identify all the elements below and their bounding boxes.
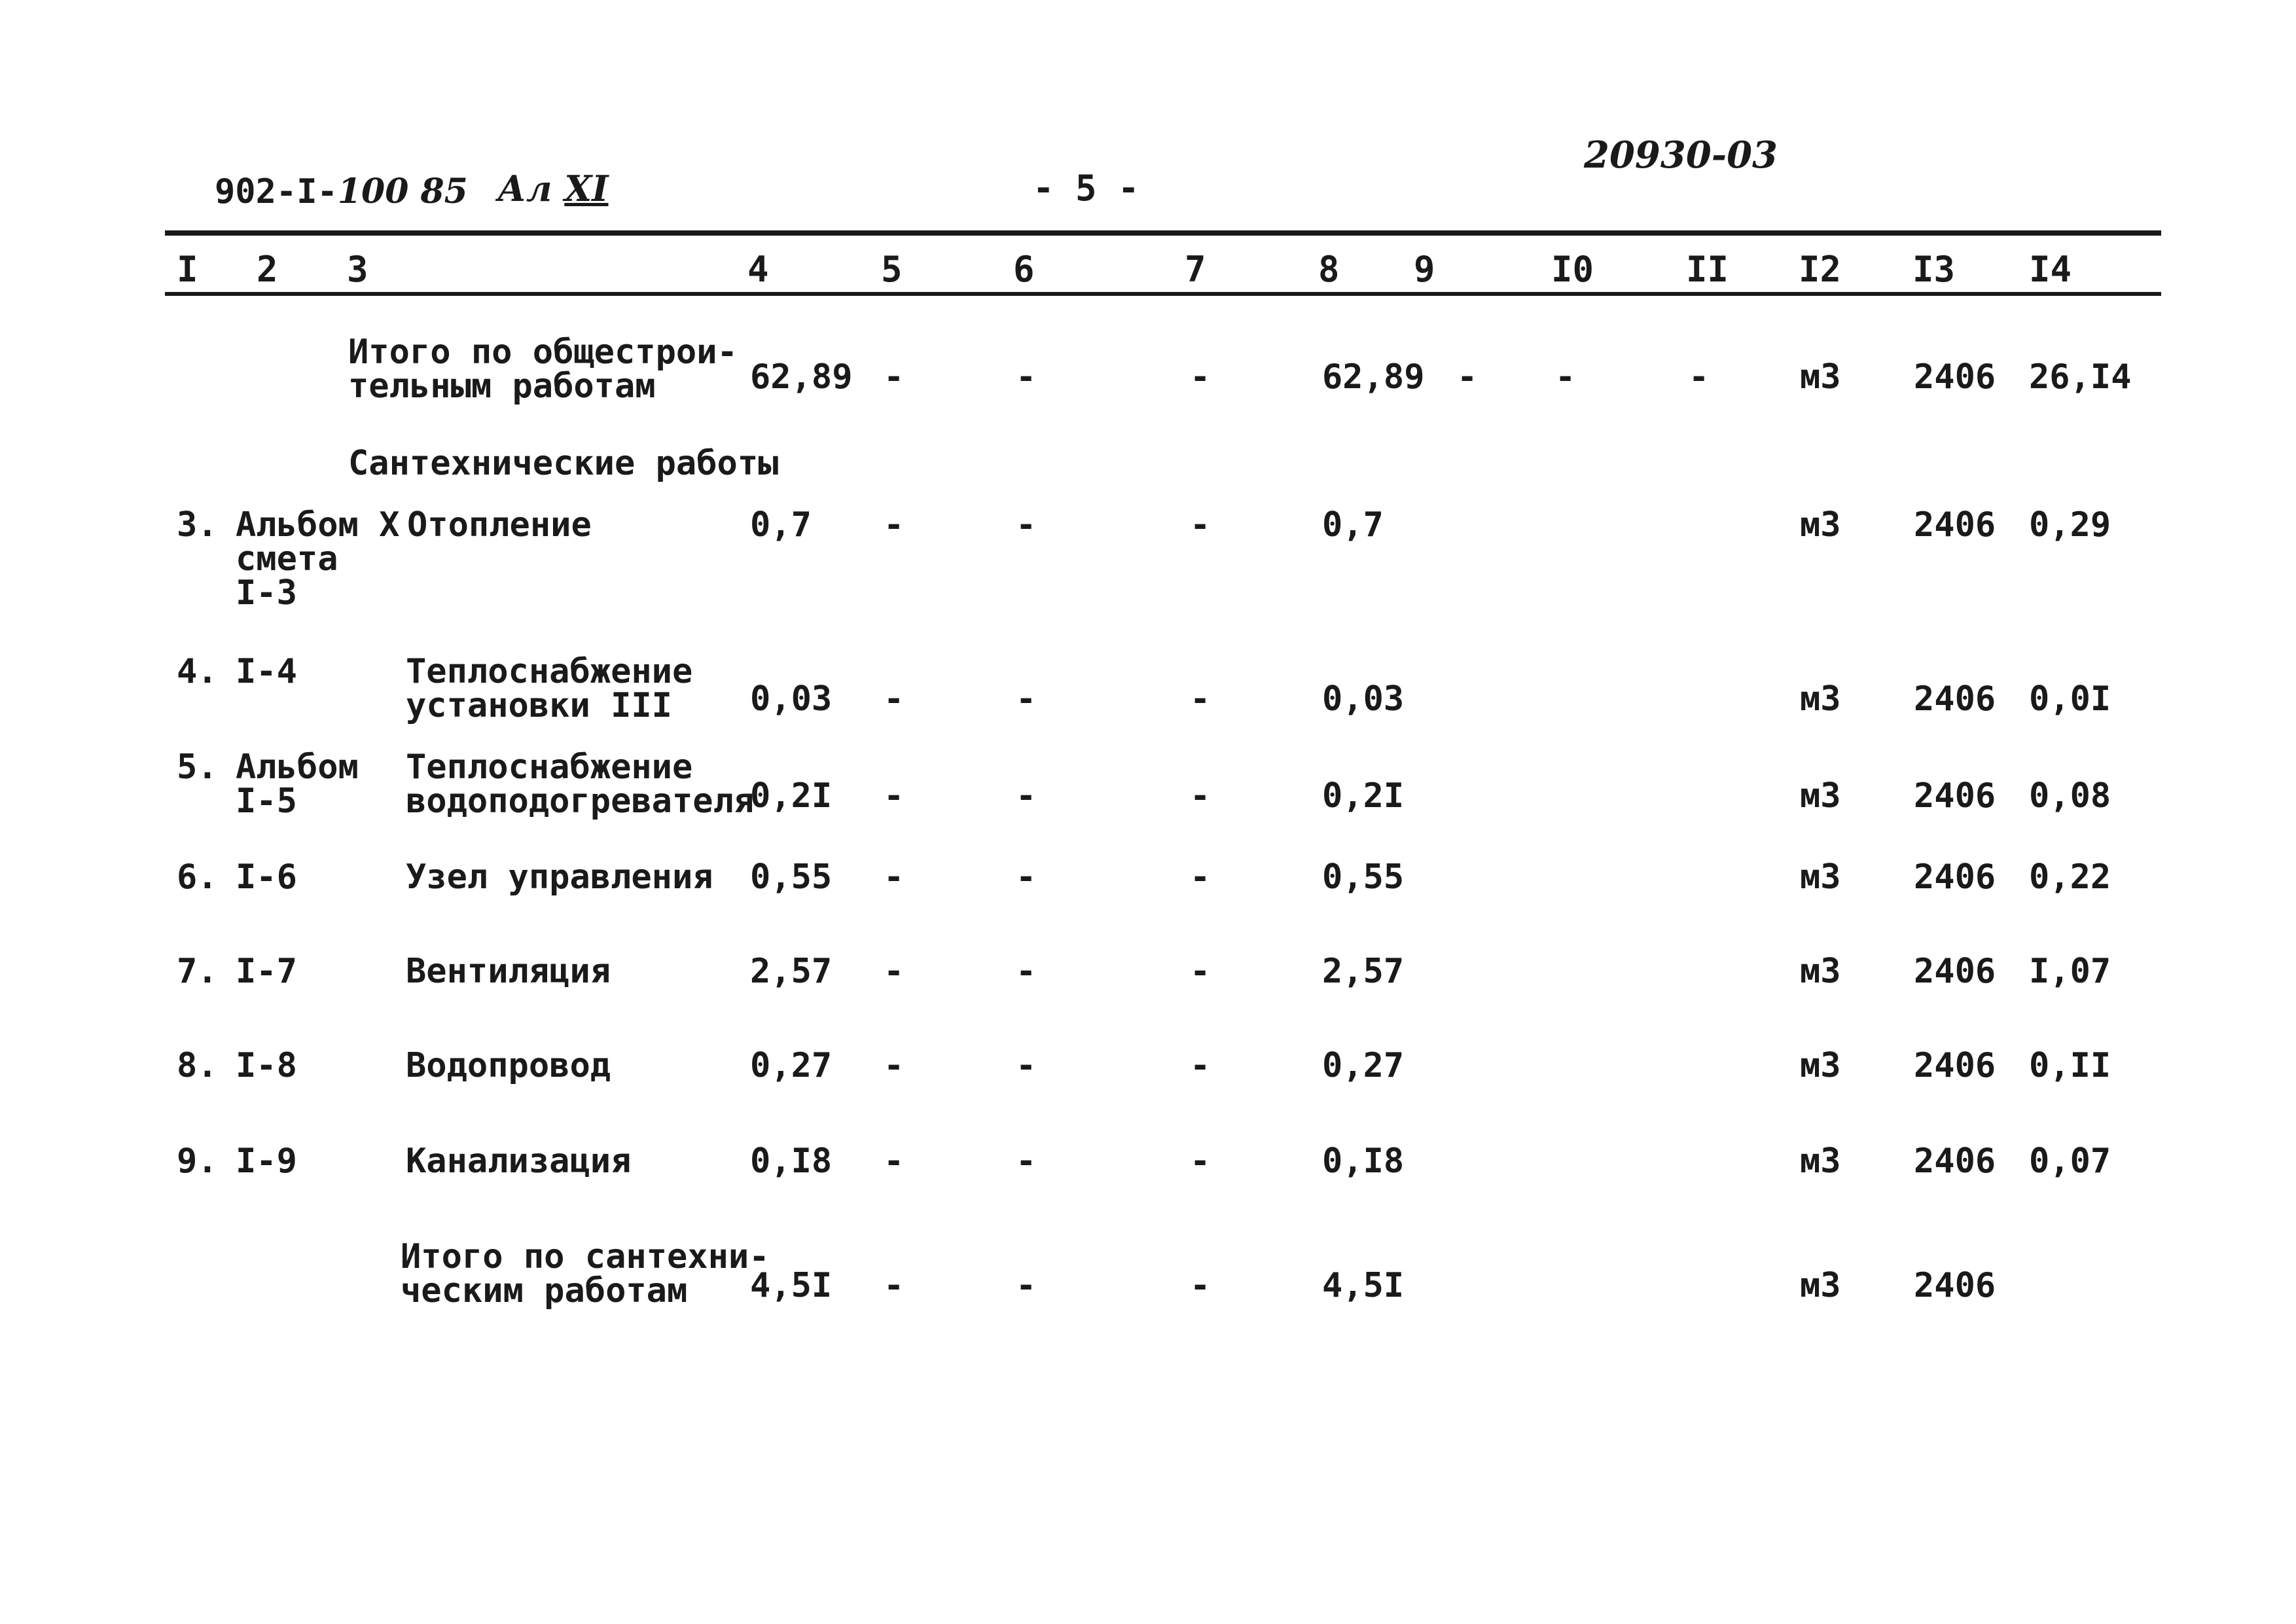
- cell-col5: -: [884, 679, 905, 719]
- cell-col10: -: [1555, 357, 1576, 397]
- cell-col8: 4,5I: [1322, 1266, 1405, 1305]
- document-code: [215, 171, 468, 211]
- column-header-4: 4: [747, 249, 769, 290]
- cell-reference: I-8: [236, 1046, 297, 1085]
- row-description: Канализация: [406, 1142, 632, 1181]
- cell-col4: 62,89: [750, 357, 853, 397]
- album-label: [497, 168, 609, 209]
- section-title: Сантехнические работы: [348, 444, 779, 483]
- column-header-7: 7: [1185, 249, 1206, 290]
- document-code-printed: 902-I-: [215, 172, 338, 211]
- cell-col5: -: [884, 857, 905, 897]
- cell-reference: I-6: [236, 857, 297, 897]
- cell-col6: -: [1016, 776, 1037, 816]
- cell-number: 5.: [177, 748, 218, 787]
- cell-col4: 0,27: [750, 1046, 833, 1085]
- row-description: Отопление: [407, 505, 592, 545]
- cell-col8: 0,7: [1322, 505, 1384, 545]
- column-header-10: I0: [1551, 249, 1594, 290]
- document-code-handwritten: 100 85: [337, 171, 468, 211]
- cell-col13: 2406: [1914, 857, 1996, 897]
- column-header-13: I3: [1912, 249, 1956, 290]
- cell-col6: -: [1016, 505, 1037, 545]
- cell-col7: -: [1190, 357, 1211, 397]
- cell-col5: -: [884, 952, 905, 991]
- row-description: Итого по общестрои- тельным работам: [348, 333, 738, 406]
- cell-unit: м3: [1800, 1046, 1841, 1085]
- cell-col14: 0,08: [2029, 776, 2111, 816]
- cell-number: 8.: [177, 1046, 218, 1085]
- cell-unit: м3: [1800, 357, 1841, 397]
- cell-unit: м3: [1800, 505, 1841, 545]
- row-description: Теплоснабжение водоподогревателя: [406, 748, 755, 821]
- cell-col13: 2406: [1914, 679, 1996, 719]
- cell-col7: -: [1190, 1266, 1211, 1305]
- row-description: Узел управления: [406, 857, 713, 897]
- cell-col4: 0,2I: [750, 776, 833, 816]
- column-header-5: 5: [881, 249, 903, 290]
- cell-col7: -: [1190, 1142, 1211, 1181]
- cell-col5: -: [884, 357, 905, 397]
- cell-col6: -: [1016, 1266, 1037, 1305]
- cell-col4: 0,I8: [750, 1142, 833, 1181]
- cell-col6: -: [1016, 1046, 1037, 1085]
- cell-col5: -: [884, 505, 905, 545]
- cell-number: 6.: [177, 857, 218, 897]
- column-header-3: 3: [347, 249, 368, 290]
- cell-col4: 0,7: [750, 505, 812, 545]
- page-number: - 5 -: [1033, 168, 1139, 209]
- cell-unit: м3: [1800, 857, 1841, 897]
- cell-col14: 0,29: [2029, 505, 2111, 545]
- cell-col8: 0,03: [1322, 679, 1405, 719]
- table-header-rule: [165, 292, 2161, 296]
- cell-reference: I-4: [236, 652, 297, 691]
- cell-col14: 0,II: [2029, 1046, 2111, 1085]
- cell-col6: -: [1016, 1142, 1037, 1181]
- column-header-14: I4: [2029, 249, 2072, 290]
- cell-col7: -: [1190, 857, 1211, 897]
- cell-col7: -: [1190, 505, 1211, 545]
- row-description: Теплоснабжение установки III: [406, 652, 693, 725]
- cell-col8: 0,I8: [1322, 1142, 1405, 1181]
- cell-col5: -: [884, 776, 905, 816]
- cell-col8: 2,57: [1322, 952, 1405, 991]
- cell-reference: I-7: [236, 952, 297, 991]
- cell-col6: -: [1016, 679, 1037, 719]
- cell-reference: Альбом X смета I-3: [236, 505, 400, 613]
- cell-col4: 0,55: [750, 857, 833, 897]
- cell-col9: -: [1457, 357, 1478, 397]
- cell-col14: 0,22: [2029, 857, 2111, 897]
- cell-col13: 2406: [1914, 1142, 1996, 1181]
- cell-col13: 2406: [1914, 1046, 1996, 1085]
- cell-col8: 0,27: [1322, 1046, 1405, 1085]
- column-header-12: I2: [1799, 249, 1842, 290]
- column-header-6: 6: [1013, 249, 1035, 290]
- table-top-rule: [165, 230, 2161, 236]
- cell-col8: 0,2I: [1322, 776, 1405, 816]
- cell-col8: 62,89: [1322, 357, 1425, 397]
- cell-col7: -: [1190, 679, 1211, 719]
- cell-col5: -: [884, 1046, 905, 1085]
- cell-col14: I,07: [2029, 952, 2111, 991]
- row-description: Вентиляция: [406, 952, 611, 991]
- cell-col6: -: [1016, 952, 1037, 991]
- stamp-number: 20930-03: [1584, 134, 1778, 177]
- album-roman: XI: [564, 168, 609, 209]
- cell-number: 7.: [177, 952, 218, 991]
- cell-col4: 0,03: [750, 679, 833, 719]
- cell-col8: 0,55: [1322, 857, 1405, 897]
- column-header-11: II: [1686, 249, 1729, 290]
- column-header-8: 8: [1318, 249, 1340, 290]
- cell-number: 9.: [177, 1142, 218, 1181]
- cell-unit: м3: [1800, 776, 1841, 816]
- cell-col14: 0,07: [2029, 1142, 2111, 1181]
- cell-col13: 2406: [1914, 952, 1996, 991]
- cell-col14: 26,I4: [2029, 357, 2132, 397]
- cell-col4: 4,5I: [750, 1266, 833, 1305]
- cell-unit: м3: [1800, 679, 1841, 719]
- column-header-9: 9: [1414, 249, 1435, 290]
- column-header-2: 2: [257, 249, 278, 290]
- cell-number: 3.: [177, 505, 218, 545]
- cell-number: 4.: [177, 652, 218, 691]
- cell-col6: -: [1016, 857, 1037, 897]
- cell-unit: м3: [1800, 952, 1841, 991]
- cell-unit: м3: [1800, 1142, 1841, 1181]
- row-description: Итого по сантехни- ческим работам: [401, 1237, 770, 1310]
- cell-col13: 2406: [1914, 505, 1996, 545]
- cell-col7: -: [1190, 1046, 1211, 1085]
- cell-reference: Альбом I-5: [236, 748, 359, 821]
- row-description: Водопровод: [406, 1046, 611, 1085]
- column-header-1: I: [177, 249, 198, 290]
- cell-col5: -: [884, 1266, 905, 1305]
- cell-col6: -: [1016, 357, 1037, 397]
- cell-col13: 2406: [1914, 357, 1996, 397]
- cell-col13: 2406: [1914, 1266, 1996, 1305]
- cell-col11: -: [1689, 357, 1710, 397]
- album-prefix: Ал: [497, 168, 552, 209]
- cell-unit: м3: [1800, 1266, 1841, 1305]
- cell-col4: 2,57: [750, 952, 833, 991]
- cell-col14: 0,0I: [2029, 679, 2111, 719]
- cell-col5: -: [884, 1142, 905, 1181]
- cell-col7: -: [1190, 952, 1211, 991]
- cell-col13: 2406: [1914, 776, 1996, 816]
- cell-reference: I-9: [236, 1142, 297, 1181]
- cell-col7: -: [1190, 776, 1211, 816]
